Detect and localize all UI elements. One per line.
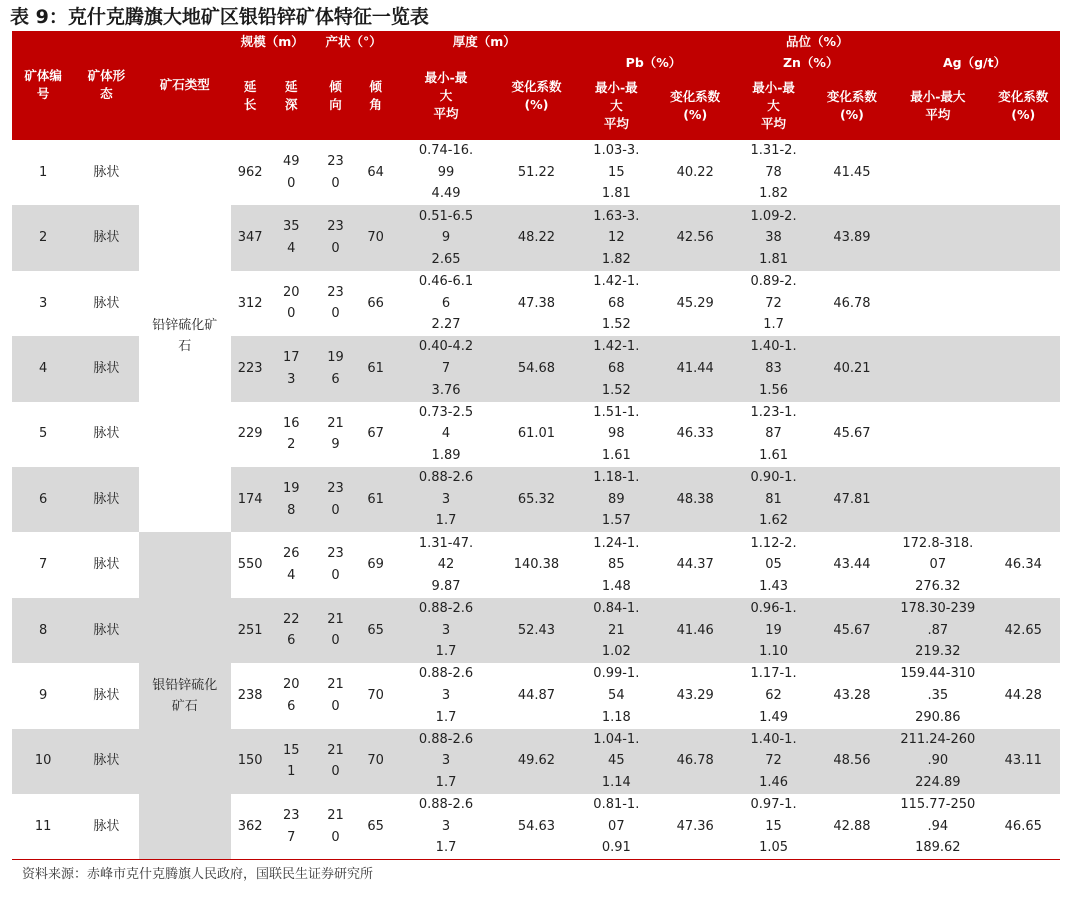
extend-cell: 251 — [231, 598, 269, 663]
dip-angle-cell: 70 — [358, 205, 394, 270]
dip-angle-cell: 69 — [367, 557, 384, 573]
header-pb-cv: 变化系数 (%) — [658, 73, 732, 140]
ag-cv-cell: 46.65 — [1004, 818, 1042, 834]
header-ag-cv: 变化系数 (%) — [987, 73, 1060, 140]
ag-range-cell: 178.30-239 .87 219.32 — [889, 598, 986, 663]
ore-id-cell: 5 — [39, 426, 48, 442]
thickness-cv-cell: 54.68 — [498, 336, 574, 401]
depth-cell: 17 3 — [269, 336, 313, 401]
depth-cell: 15 1 — [269, 729, 313, 794]
header-zn-cv: 变化系数 (%) — [815, 73, 889, 140]
ore-shape-cell: 脉状 — [74, 467, 138, 532]
ag-range-cell — [889, 467, 986, 532]
pb-cv-cell: 43.29 — [676, 688, 714, 704]
pb-cv-cell: 45.29 — [676, 295, 714, 311]
dip-angle-cell: 65 — [358, 598, 394, 663]
dip-angle-cell: 65 — [367, 818, 384, 834]
zn-cv-cell: 45.67 — [833, 426, 871, 442]
ore-shape-cell: 脉状 — [93, 688, 120, 704]
ag-range-cell — [889, 205, 986, 270]
ag-cv-cell: 43.11 — [987, 729, 1060, 794]
pb-range-cell: 0.84-1. 21 1.02 — [575, 598, 658, 663]
ag-cv-cell — [987, 205, 1060, 270]
ag-cv-cell — [987, 467, 1060, 532]
zn-range-cell: 0.97-1. 15 1.05 — [750, 797, 797, 856]
dip-direction-cell: 23 0 — [327, 284, 344, 322]
ag-range-cell: 159.44-310 .35 290.86 — [900, 666, 976, 725]
header-ore-shape: 矿体形 态 — [74, 31, 138, 140]
zn-cv-cell: 45.67 — [815, 598, 889, 663]
thickness-range-cell: 1.31-47. 42 9.87 — [418, 535, 474, 594]
depth-cell: 23 7 — [283, 808, 300, 845]
thickness-cv-cell: 48.22 — [498, 205, 574, 270]
ag-cv-cell — [987, 140, 1060, 206]
depth-cell: 22 6 — [269, 598, 313, 663]
ore-shape-cell: 脉状 — [74, 140, 138, 206]
pb-cv-cell: 46.78 — [658, 729, 732, 794]
depth-cell: 49 0 — [269, 140, 313, 206]
ore-body-table — [12, 31, 1060, 859]
thickness-range-cell: 0.40-4.2 7 3.76 — [394, 336, 498, 401]
pb-range-cell: 1.51-1. 98 1.61 — [593, 404, 640, 464]
ag-range-cell — [889, 336, 986, 401]
zn-cv-cell: 40.21 — [815, 336, 889, 401]
ag-range-cell — [889, 271, 986, 336]
pb-range-cell: 1.18-1. 89 1.57 — [575, 467, 658, 532]
extend-cell: 312 — [237, 295, 263, 311]
pb-cv-cell: 44.37 — [676, 557, 714, 573]
ore-shape-cell: 脉状 — [93, 426, 120, 442]
dip-direction-cell: 21 0 — [313, 729, 357, 794]
dip-angle-cell: 70 — [358, 729, 394, 794]
dip-angle-cell: 66 — [367, 295, 384, 311]
zn-cv-cell: 43.89 — [815, 205, 889, 270]
dip-angle-cell: 67 — [367, 426, 384, 442]
ag-range-cell: 115.77-250 .94 189.62 — [900, 797, 976, 856]
dip-angle-cell: 64 — [358, 140, 394, 206]
depth-cell: 20 6 — [283, 677, 300, 714]
ore-shape-cell: 脉状 — [74, 205, 138, 270]
bottom-rule — [12, 859, 1060, 860]
dip-direction-cell: 21 0 — [327, 677, 344, 714]
header-depth: 延 深 — [269, 52, 313, 140]
ag-cv-cell — [987, 336, 1060, 401]
depth-cell: 20 0 — [283, 284, 300, 322]
zn-range-cell: 0.89-2. 72 1.7 — [750, 274, 797, 333]
header-scale: 规模（m） — [231, 31, 313, 52]
zn-range-cell: 1.40-1. 83 1.56 — [732, 336, 814, 401]
header-dip-angle: 倾 角 — [358, 52, 394, 140]
header-zn-range: 最小-最 大 平均 — [732, 73, 814, 140]
pb-range-cell: 1.42-1. 68 1.52 — [593, 274, 640, 333]
thickness-cv-cell: 52.43 — [498, 598, 574, 663]
depth-cell: 16 2 — [283, 415, 300, 453]
extend-cell: 229 — [237, 426, 263, 442]
zn-cv-cell: 47.81 — [815, 467, 889, 532]
header-dip-direction: 倾 向 — [313, 52, 357, 140]
zn-range-cell: 1.40-1. 72 1.46 — [732, 729, 814, 794]
ore-id-cell: 3 — [39, 295, 48, 311]
ore-id-cell: 8 — [12, 598, 74, 663]
ag-range-cell — [889, 402, 986, 467]
header-pb: Pb（%） — [575, 52, 733, 73]
ore-shape-cell: 脉状 — [74, 336, 138, 401]
thickness-range-cell: 0.46-6.1 6 2.27 — [418, 274, 474, 333]
zn-range-cell: 1.09-2. 38 1.81 — [732, 205, 814, 270]
extend-cell: 223 — [231, 336, 269, 401]
depth-cell: 35 4 — [269, 205, 313, 270]
ag-range-cell: 172.8-318. 07 276.32 — [902, 535, 974, 594]
ore-id-cell: 10 — [12, 729, 74, 794]
ore-id-cell: 9 — [39, 688, 48, 704]
thickness-cv-cell: 140.38 — [513, 557, 560, 573]
extend-cell: 550 — [237, 557, 263, 573]
dip-direction-cell: 21 9 — [327, 415, 344, 453]
pb-range-cell: 1.63-3. 12 1.82 — [575, 205, 658, 270]
pb-cv-cell: 48.38 — [658, 467, 732, 532]
header-ore-id: 矿体编 号 — [12, 31, 74, 140]
dip-angle-cell: 70 — [367, 688, 384, 704]
ore-id-cell: 6 — [12, 467, 74, 532]
header-extend: 延 长 — [231, 52, 269, 140]
ore-id-cell: 11 — [34, 818, 52, 834]
dip-direction-cell: 23 0 — [313, 205, 357, 270]
extend-cell: 150 — [231, 729, 269, 794]
thickness-range-cell: 0.73-2.5 4 1.89 — [418, 404, 474, 464]
pb-cv-cell: 47.36 — [676, 818, 714, 834]
thickness-range-cell: 0.88-2.6 3 1.7 — [418, 666, 474, 725]
thickness-cv-cell: 49.62 — [498, 729, 574, 794]
thickness-range-cell: 0.88-2.6 3 1.7 — [418, 797, 474, 856]
ore-id-cell: 4 — [12, 336, 74, 401]
zn-range-cell: 1.17-1. 62 1.49 — [750, 666, 797, 725]
thickness-range-cell: 0.88-2.6 3 1.7 — [394, 467, 498, 532]
header-ore-type: 矿石类型 — [139, 31, 231, 140]
thickness-range-cell: 0.88-2.6 3 1.7 — [394, 729, 498, 794]
thickness-cv-cell: 54.63 — [517, 818, 556, 834]
extend-cell: 347 — [231, 205, 269, 270]
thickness-cv-cell: 51.22 — [498, 140, 574, 206]
table-header — [12, 31, 1060, 140]
pb-range-cell: 0.99-1. 54 1.18 — [593, 666, 640, 725]
zn-cv-cell: 42.88 — [833, 818, 871, 834]
pb-cv-cell: 41.44 — [658, 336, 732, 401]
ore-shape-cell: 脉状 — [93, 295, 120, 311]
zn-cv-cell: 48.56 — [815, 729, 889, 794]
dip-angle-cell: 61 — [358, 336, 394, 401]
thickness-range-cell: 0.51-6.5 9 2.65 — [394, 205, 498, 270]
pb-range-cell: 1.03-3. 15 1.81 — [575, 140, 658, 206]
thickness-range-cell: 0.88-2.6 3 1.7 — [394, 598, 498, 663]
table-row — [12, 140, 1060, 206]
pb-range-cell: 0.81-1. 07 0.91 — [593, 797, 640, 856]
thickness-cv-cell: 61.01 — [517, 426, 556, 442]
dip-direction-cell: 23 0 — [313, 467, 357, 532]
ag-cv-cell: 44.28 — [1004, 688, 1042, 704]
depth-cell: 19 8 — [269, 467, 313, 532]
ore-type-cell: 铅锌硫化矿 石 — [139, 140, 231, 533]
dip-direction-cell: 19 6 — [313, 336, 357, 401]
header-thickness: 厚度（m） — [394, 31, 575, 52]
dip-angle-cell: 61 — [358, 467, 394, 532]
ore-type-cell: 银铅锌硫化 矿石 — [139, 532, 231, 859]
zn-range-cell: 1.12-2. 05 1.43 — [750, 535, 797, 594]
zn-range-cell: 1.23-1. 87 1.61 — [750, 404, 797, 464]
extend-cell: 174 — [231, 467, 269, 532]
header-ag: Ag（g/t） — [889, 52, 1060, 73]
zn-range-cell: 1.31-2. 78 1.82 — [732, 140, 814, 206]
zn-cv-cell: 43.28 — [833, 688, 871, 704]
ag-cv-cell: 42.65 — [987, 598, 1060, 663]
zn-cv-cell: 46.78 — [833, 295, 871, 311]
dip-direction-cell: 21 0 — [327, 808, 344, 845]
pb-cv-cell: 40.22 — [658, 140, 732, 206]
header-grade: 品位（%） — [575, 31, 1060, 52]
zn-cv-cell: 43.44 — [833, 557, 871, 573]
ore-id-cell: 7 — [39, 557, 48, 573]
thickness-range-cell: 0.74-16. 99 4.49 — [394, 140, 498, 206]
extend-cell: 962 — [231, 140, 269, 206]
header-zn: Zn（%） — [732, 52, 889, 73]
thickness-cv-cell: 65.32 — [498, 467, 574, 532]
zn-range-cell: 0.90-1. 81 1.62 — [732, 467, 814, 532]
header-pb-range: 最小-最 大 平均 — [575, 73, 658, 140]
pb-cv-cell: 41.46 — [658, 598, 732, 663]
table-row — [12, 532, 1060, 597]
thickness-cv-cell: 47.38 — [517, 295, 556, 311]
thickness-cv-cell: 44.87 — [517, 688, 556, 704]
ag-cv-cell — [987, 271, 1060, 336]
extend-cell: 238 — [237, 688, 263, 704]
extend-cell: 362 — [237, 818, 263, 834]
ore-shape-cell: 脉状 — [93, 818, 120, 834]
zn-range-cell: 0.96-1. 19 1.10 — [732, 598, 814, 663]
pb-cv-cell: 46.33 — [676, 426, 714, 442]
ore-shape-cell: 脉状 — [74, 598, 138, 663]
ag-range-cell — [889, 140, 986, 206]
ore-id-cell: 1 — [12, 140, 74, 206]
ag-cv-cell: 46.34 — [1004, 557, 1042, 573]
ore-shape-cell: 脉状 — [93, 557, 120, 573]
pb-range-cell: 1.42-1. 68 1.52 — [575, 336, 658, 401]
table-body — [12, 140, 1060, 860]
header-thickness-cv: 变化系数 (%) — [498, 52, 574, 140]
dip-direction-cell: 21 0 — [313, 598, 357, 663]
table-title: 表 9：克什克腾旗大地矿区银铅锌矿体特征一览表 — [10, 6, 429, 28]
zn-cv-cell: 41.45 — [815, 140, 889, 206]
source-note: 资料来源：赤峰市克什克腾旗人民政府，国联民生证券研究所 — [22, 867, 374, 882]
ore-shape-cell: 脉状 — [74, 729, 138, 794]
ag-range-cell: 211.24-260 .90 224.89 — [889, 729, 986, 794]
dip-direction-cell: 23 0 — [327, 546, 344, 584]
pb-cv-cell: 42.56 — [658, 205, 732, 270]
header-attitude: 产状（°） — [313, 31, 393, 52]
pb-range-cell: 1.04-1. 45 1.14 — [575, 729, 658, 794]
ag-cv-cell — [987, 402, 1060, 467]
header-thickness-range: 最小-最 大 平均 — [394, 52, 498, 140]
ore-id-cell: 2 — [12, 205, 74, 270]
dip-direction-cell: 23 0 — [313, 140, 357, 206]
depth-cell: 26 4 — [283, 546, 300, 584]
pb-range-cell: 1.24-1. 85 1.48 — [593, 535, 640, 594]
header-ag-range: 最小-最大 平均 — [889, 73, 986, 140]
